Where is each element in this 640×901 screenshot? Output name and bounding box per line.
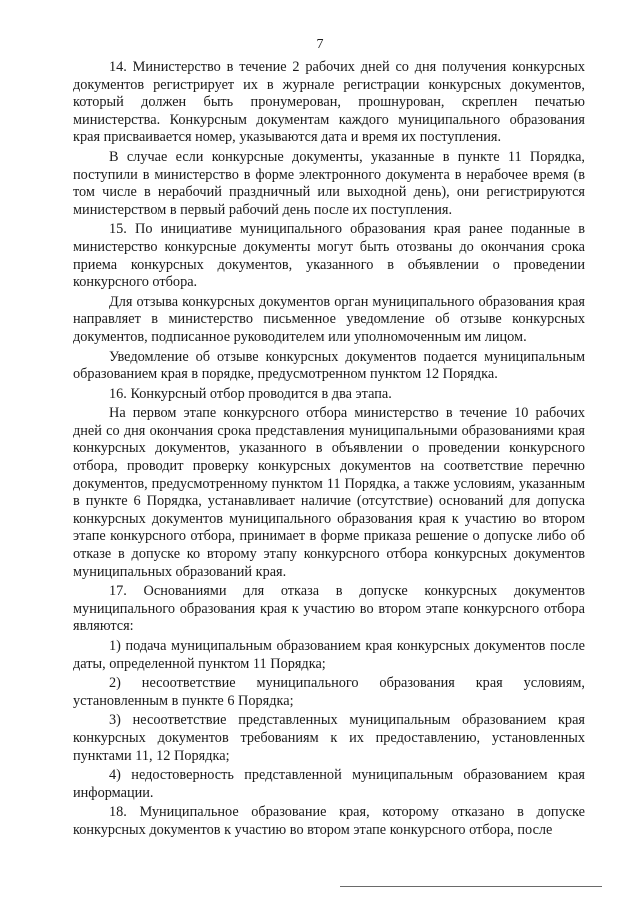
paragraph-15-withdrawal: Для отзыва конкурсных документов орган муниципального образования края направляет в министерство письменное уведомление об отзыве конкурсных документов, подписанное руководителем или уполномоченным им лицом. [73,293,585,345]
paragraph-14-electronic: В случае если конкурсные документы, указанные в пункте 11 Порядка, поступили в министерство в форме электронного документа в нерабочее время (в том числе в нерабочий праздничный или выходной день), они регистрируются министерством в первый рабочий день после их поступления. [73,148,585,218]
list-item-3: 3) несоответствие представленных муниципальным образованием края конкурсных документов требованиям к их предоставлению, установленных пунктами 11, 12 Порядка; [73,712,585,764]
document-body [73,59,585,842]
list-item-1: 1) подача муниципальным образованием края конкурсных документов после даты, определенной пунктом 11 Порядка; [73,638,585,672]
list-item-2: 2) несоответствие муниципального образования края условиям, установленным в пункте 6 Порядка; [73,675,585,709]
paragraph-18: 18. Муниципальное образование края, которому отказано в допуске конкурсных документов к участию во втором этапе конкурсного отбора, после [73,804,585,838]
paragraph-14: 14. Министерство в течение 2 рабочих дней со дня получения конкурсных документов регистрирует их в журнале регистрации конкурсных документов, который должен быть пронумерован, прошнурован, скреплен печатью министерства. Конкурсным документам каждого муниципального образования края присваивается номер, указываются дата и время их поступления. [73,59,585,146]
paragraph-15-notice: Уведомление об отзыве конкурсных документов подается муниципальным образованием края в порядке, предусмотренном пунктом 12 Порядка. [73,348,585,383]
paragraph-15: 15. По инициативе муниципального образования края ранее поданные в министерство конкурсные документы могут быть отозваны до окончания срока приема конкурсных документов, указанного в объявлении о проведении конкурсного отбора. [73,221,585,291]
paragraph-16-first-stage: На первом этапе конкурсного отбора министерство в течение 10 рабочих дней со дня окончания срока представления муниципальными образованиями края конкурсных документов, указанного в объявлении о проведении конкурсного отбора, проводит проверку конкурсных документов на соответствие перечню документов, предусмотренному пунктом 11 Порядка, а также условиям, указанным в пункте 6 Порядка, устанавливает наличие (отсутствие) оснований для допуска конкурсных документов муниципального образования края к участию во втором этапе конкурсного отбора, принимает в форме приказа решение о допуске либо об отказе в допуске ко второму этапу конкурсного отбора конкурсных документов муниципальных образований края. [73,405,585,580]
paragraph-17: 17. Основаниями для отказа в допуске конкурсных документов муниципального образования края к участию во втором этапе конкурсного отбора являются: [73,583,585,635]
bottom-divider [340,886,602,887]
page-number: 7 [316,37,324,52]
paragraph-16: 16. Конкурсный отбор проводится в два этапа. [109,385,392,402]
list-item-4: 4) недостоверность представленной муниципальным образованием края информации. [73,767,585,801]
